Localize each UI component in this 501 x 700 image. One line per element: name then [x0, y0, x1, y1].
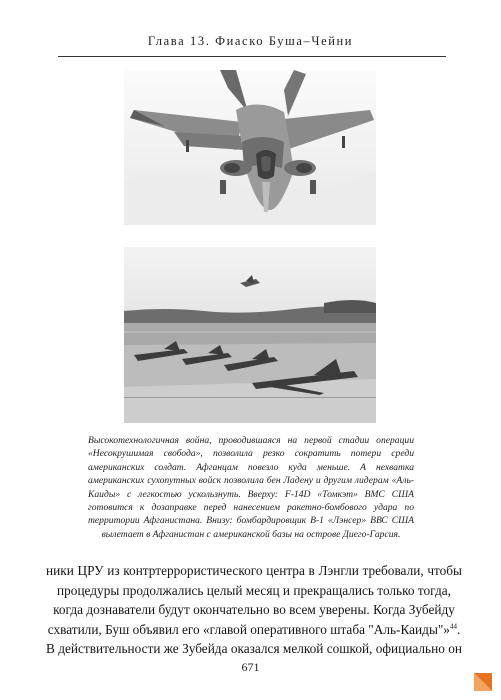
- body-line-2: процедуры продолжались целый месяц и прекращались только тогда,: [57, 582, 451, 598]
- body-line-5: В действительности же Зубейда оказался мелкой сошкой, официально он: [46, 641, 462, 657]
- footnote-ref[interactable]: 44: [449, 622, 457, 631]
- body-line-4-text: схватили, Буш объявил его «главой оперативного штаба "Аль-Каиды"»: [47, 621, 450, 637]
- running-header: Глава 13. Фиаско Буша–Чейни: [147, 34, 354, 48]
- page-number: 671: [241, 660, 260, 674]
- photo-b1-airbase: [124, 247, 376, 423]
- photo-caption: Высокотехнологичная война, проводившаяся на первой стадии операции «Несокрушимая свобода», позволила резко сократить потери среди американских солдат. Афганцам повезло куда меньше. А нехватка американских сухопутных войск позволила бен Ладену и другим лидерам «Аль-Каиды» с легкостью ускользнуть. Вверху: F-14D «Томкэт» ВМС США готовится к дозаправке перед нанесением ракетно-бомбового удара по территории Афганистана. Внизу: бомбардировщик В-1 «Лэнсер» ВВС США вылетает в Афганистан с американской базы на острове Диего-Гарсия.: [88, 435, 414, 540]
- b1-bombers-airbase-icon: [124, 247, 376, 423]
- header-rule: [58, 56, 446, 57]
- body-line-1: ники ЦРУ из контртеррористического центра в Лэнгли требовали, чтобы: [46, 563, 462, 578]
- body-line-4: схватили, Буш объявил его «главой оперативного штаба "Аль-Каиды"»$^{44}$.: [47, 621, 461, 637]
- f14-tomcat-jet-icon: [124, 70, 376, 225]
- publisher-logo-icon: [472, 671, 494, 693]
- body-text: [46, 561, 462, 659]
- photo-f14-tomcat: [124, 70, 376, 225]
- body-line-3: когда дознаватели будут окончательно во всем уверены. Когда Зубейду: [53, 602, 455, 618]
